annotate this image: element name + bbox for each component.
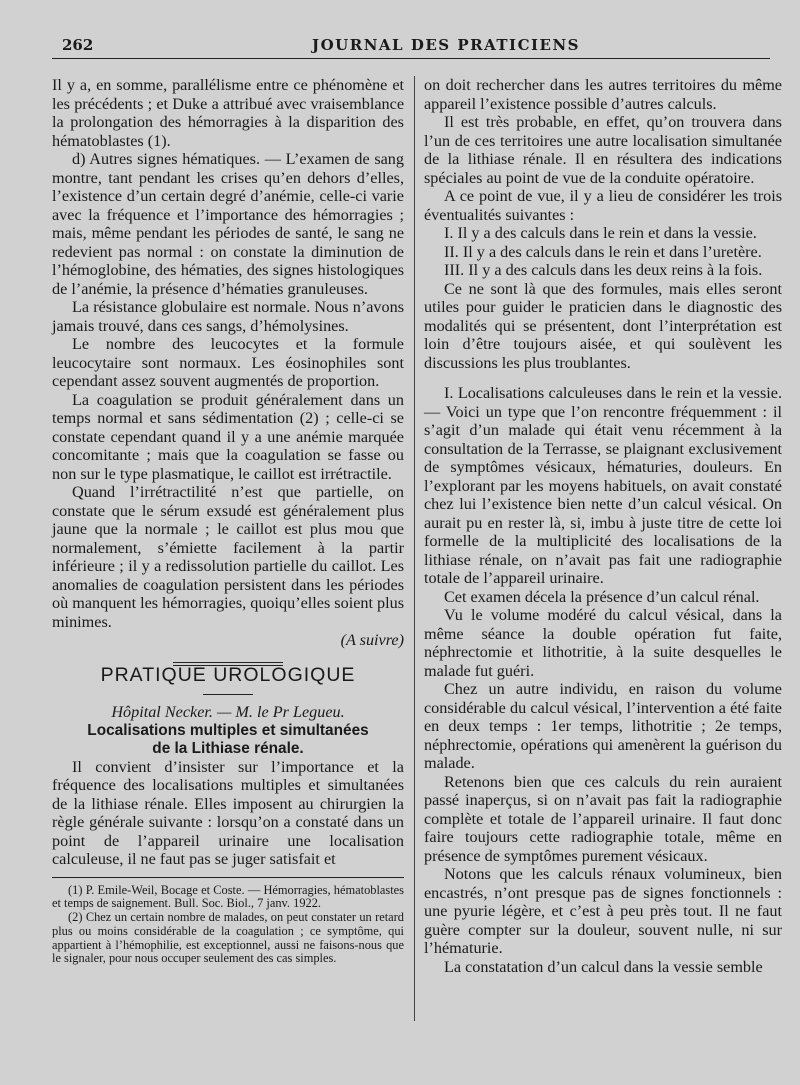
left-column: [52, 76, 404, 966]
paragraph: d) Autres signes hématiques. — L’examen de sang montre, tant pendant les crises qu’en dehors d’elles, l’existence d’un certain degré d’anémie, celle-ci varie avec la fréquence et l’importance des hémorragies ; mais, même pendant les périodes de santé, le sang ne redevient pas normal : on constate la diminution de l’hémoglobine, des hématies, des signes histologiques de l’anémie, la présence d’hématies granuleuses.: [52, 150, 404, 298]
paragraph: Il y a, en somme, parallélisme entre ce phénomène et les précédents ; et Duke a attribué avec vraisemblance la prolongation des hémorragies à la disparition des hématoblastes (1).: [52, 76, 404, 150]
paragraph: Le nombre des leucocytes et la formule leucocytaire sont normaux. Les éosinophiles sont cependant assez souvent augmentés de proportion.: [52, 335, 404, 390]
paragraph: Cet examen décela la présence d’un calcul rénal.: [444, 587, 760, 606]
paragraph: Ce ne sont là que des formules, mais elles seront utiles pour guider le praticien dans le diagnostic des modalités qui se présentent, dont l’interprétation est loin d’être toujours aisée, et qui soulèvent les discussions les plus troublantes.: [424, 279, 782, 372]
subtitle-line-1: Localisations multiples et simultanées: [87, 721, 369, 739]
section-short-rule: [203, 694, 253, 695]
paragraph: on doit rechercher dans les autres territoires du même appareil l’existence possible d’autres calculs.: [424, 76, 782, 113]
paragraph: La résistance globulaire est normale. Nous n’avons jamais trouvé, dans ces sangs, d’hémolysines.: [52, 298, 404, 335]
paragraph: I. Localisations calculeuses dans le rein et la vessie. — Voici un type que l’on rencontre fréquemment : il s’agit d’un malade qui était venu récemment à la consultation de la Terrasse, se plaignant exclusivement de symptômes vésicaux, hématuries, douleurs. En l’explorant par les moyens habituels, on avait constaté chez lui l’existence bien nette d’un calcul vésical. On aurait pu en rester là, si, imbu à juste titre de cette loi formelle de la multiplicité des localisations de la lithiase rénale, on n’avait pas fait une radiographie totale de l’appareil urinaire.: [424, 384, 782, 587]
header-rule: [52, 58, 770, 59]
article-byline: Hôpital Necker. — M. le Pr Legueu.: [111, 703, 345, 721]
section-title: PRATIQUE UROLOGIQUE: [100, 663, 356, 686]
paragraph: Retenons bien que ces calculs du rein auraient passé inaperçus, si on n’avait pas fait la radiographie complète et totale de l’appareil urinaire. Il faut donc faire toujours cette radiographie totale, même en présence de symptômes purement vésicaux.: [424, 772, 782, 865]
paragraph: Quand l’irrétractilité n’est que partielle, on constate que le sérum exsudé est généralement plus jaune que la normale ; le caillot est plus mou que normalement, s’émiette facilement à la partir inférieure ; il y a redissolution partielle du caillot. Les anomalies de coagulation persistent dans les périodes où manquent les hémorragies, quoiqu’elles soient plus minimes.: [52, 483, 405, 631]
list-item: I. Il y a des calculs dans le rein et dans la vessie.: [444, 224, 757, 242]
right-column: [424, 76, 782, 976]
subtitle-line-2: de la Lithiase rénale.: [152, 739, 304, 757]
running-header: [0, 34, 800, 64]
paragraph: La constatation d’un calcul dans la vessie semble: [444, 957, 763, 976]
footnote-rule: [52, 877, 404, 878]
paragraph: Notons que les calculs rénaux volumineux, bien encastrés, n’ont presque pas de signes fonctionnels : une pyurie légère, et c’est à peu près tout. Il ne faut guère compter sur la douleur, souvent nulle, ni sur l’hématurie.: [424, 865, 782, 957]
page-number: 262: [62, 36, 94, 54]
paragraph: La coagulation se produit généralement dans un temps normal et sans sédimentation (2) ; celle-ci se constate cependant quand il y a une anémie marquée concomitante ; mais que la coagulation se fasse ou non sur le type plasmatique, le caillot est irrétractile.: [52, 390, 404, 483]
list-item: III. Il y a des calculs dans les deux reins à la fois.: [444, 261, 763, 279]
footnote-1: (1) P. Emile-Weil, Bocage et Coste. — Hémorragies, hématoblastes et temps de saignement. Bull. Soc. Biol., 7 janv. 1922.: [52, 882, 404, 911]
article-subtitle: [52, 722, 404, 758]
journal-title: JOURNAL DES PRATICIENS: [312, 36, 580, 54]
paragraph: Chez un autre individu, en raison du volume considérable du calcul vésical, l’intervention a été faite en deux temps : 1er temps, lithotritie ; 2e temps, néphrectomie, opérations qui amenèrent la guérison du malade.: [424, 680, 782, 772]
list-item: II. Il y a des calculs dans le rein et dans l’uretère.: [444, 242, 762, 261]
spacer: [424, 372, 782, 384]
to-follow-note: (A suivre): [340, 631, 404, 649]
paragraph: Vu le volume modéré du calcul vésical, dans la même séance la double opération fut faite, néphrectomie et lithotritie, à la suite desquelles le malade fut guéri.: [424, 606, 782, 680]
paragraph: Il est très probable, en effet, qu’on trouvera dans l’un de ces territoires une autre localisation simultanée de la lithiase rénale. Il en résultera des indications spéciales au point de vue de la conduite opératoire.: [424, 113, 782, 187]
footnote-2: (2) Chez un certain nombre de malades, on peut constater un retard plus ou moins considérable de la coagulation ; ce symptôme, qui appartient à l’hémophilie, est exceptionnel, aussi ne faisons-nous que le signaler, pour nous occuper seulement des cas simples.: [52, 910, 404, 966]
paragraph: A ce point de vue, il y a lieu de considérer les trois éventualités suivantes :: [424, 187, 782, 224]
footnotes: [52, 884, 404, 967]
column-divider: [414, 76, 415, 1021]
paragraph: Il convient d’insister sur l’importance et la fréquence des localisations multiples et simultanées de la lithiase rénale. Elles imposent au chirurgien la règle générale suivante : lorsqu’on a constaté dans un point de l’appareil urinaire une localisation calculeuse, il ne faut pas se juger satisfait et: [52, 757, 404, 868]
